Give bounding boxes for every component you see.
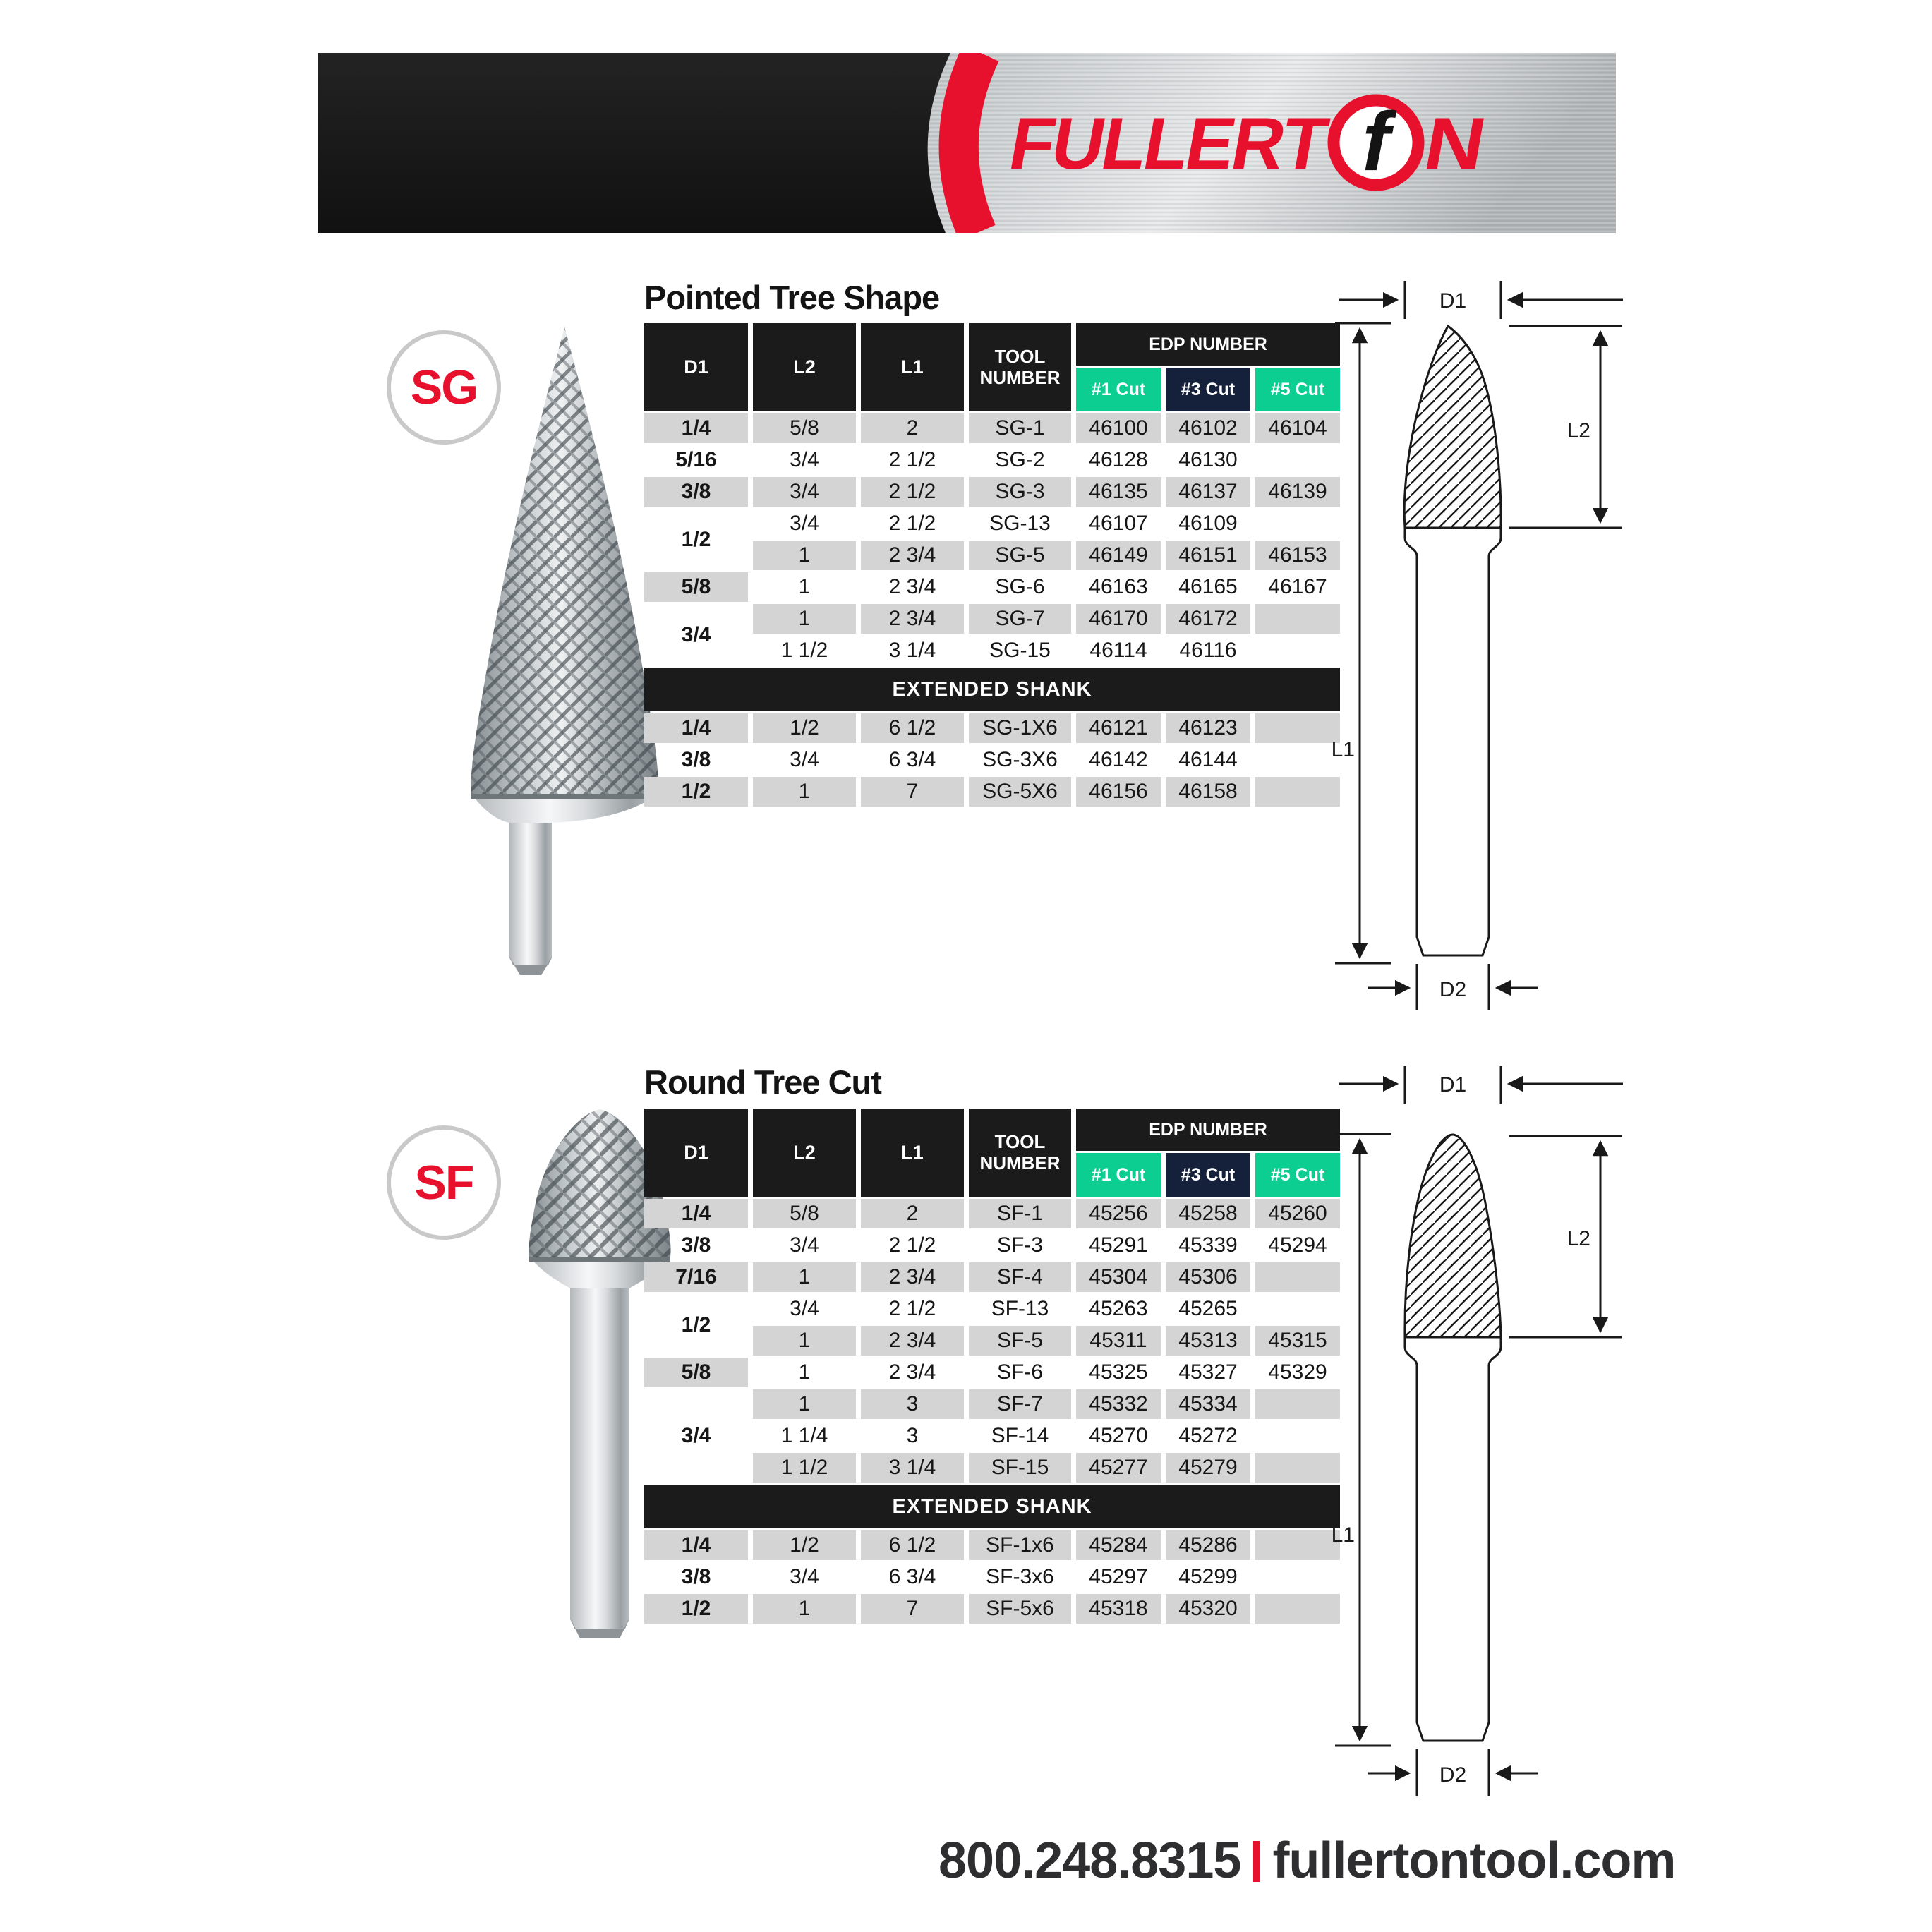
cell-l2: 1 1/2 [753,1453,856,1483]
cell-edp-cut3: 46158 [1166,777,1250,807]
cell-tool-number: SG-3X6 [982,748,1058,771]
cell-d1: 1/2 [681,527,711,551]
cell-tool-number: SF-14 [991,1424,1049,1447]
spec-row [644,636,1340,665]
cell-edp-cut1: 46142 [1089,748,1148,771]
cell-edp-cut1: 46114 [1089,639,1147,662]
sf-section-title: Round Tree Cut [644,1063,881,1101]
cell-l1: 2 1/2 [888,1297,936,1320]
header-banner [318,53,1616,233]
cell-edp-cut5: 46167 [1268,575,1327,598]
footer-separator [1253,1841,1260,1882]
cell-l1: 7 [861,777,964,807]
cell-edp-cut1: 45277 [1076,1453,1161,1483]
cell-edp-cut1: 45284 [1076,1530,1161,1560]
cell-l1: 2 3/4 [888,575,936,598]
cell-d1: 3/4 [681,1424,711,1447]
spec-row [644,1231,1340,1260]
cell-tool-number: SF-1x6 [969,1530,1071,1560]
banner-black-panel [318,53,950,233]
sf-col-header-tool: TOOL NUMBER [969,1109,1071,1197]
sf-col-header-d1: D1 [644,1109,748,1197]
cell-edp-cut1: 45263 [1089,1297,1148,1320]
cell-d1: 1/4 [644,413,748,443]
cell-edp-cut5: 45329 [1268,1360,1327,1384]
cell-d1: 3/4 [681,622,711,646]
cell-tool-number: SG-1 [969,413,1071,443]
sg-col-header-edp: EDP NUMBER [1076,323,1340,366]
sg-col-header-cut5: #5 Cut [1255,368,1340,411]
cell-edp-cut3: 45299 [1178,1565,1238,1588]
cell-l1: 2 3/4 [861,541,964,570]
cell-edp-cut3: 46130 [1178,448,1238,471]
sg-photo-shank [509,811,552,975]
cell-l1: 3 1/4 [888,639,936,662]
cell-edp-cut1: 46100 [1076,413,1161,443]
sg-diagram-head [1404,326,1501,528]
cell-edp-cut3: 46151 [1166,541,1250,570]
sf-spec-table [639,1106,1345,1626]
cell-edp-cut1: 46107 [1089,512,1148,535]
sf-photo-shank [570,1277,629,1638]
cell-l2: 1 [753,1262,856,1292]
spec-row [644,1594,1340,1624]
sg-col-header-d1: D1 [644,323,748,411]
cell-tool-number: SF-6 [996,1360,1043,1384]
cell-edp-cut5: 45260 [1255,1199,1340,1228]
cell-d1: 3/8 [681,1233,711,1257]
sg-diagram-label-l1: L1 [1331,738,1355,761]
cell-tool-number: SG-1X6 [969,713,1071,743]
cell-tool-number: SG-2 [995,448,1045,471]
cell-edp-cut1: 46135 [1076,477,1161,507]
sg-diagram-label-l2: L2 [1566,419,1590,442]
cell-d1: 1/2 [644,1594,748,1624]
cell-edp-cut5: 45294 [1268,1233,1327,1257]
cell-d1: 1/4 [644,1530,748,1560]
spec-row [644,477,1340,507]
cell-l2: 1 [753,604,856,634]
spec-row [644,413,1340,443]
cell-d1: 5/8 [644,572,748,602]
cell-edp-cut5: 46153 [1255,541,1340,570]
cell-edp-cut1: 45332 [1076,1389,1161,1419]
cell-d1: 5/16 [675,448,717,471]
spec-row [644,1358,1340,1387]
cell-edp-cut3: 46116 [1179,639,1237,662]
cell-l1: 6 1/2 [861,1530,964,1560]
spec-row [644,1453,1340,1483]
cell-d1: 5/8 [644,1358,748,1387]
cell-edp-cut3: 46144 [1178,748,1238,771]
cell-edp-cut1: 46170 [1076,604,1161,634]
spec-row [644,572,1340,602]
cell-edp-cut1: 45297 [1089,1565,1148,1588]
spec-row [644,1294,1340,1324]
cell-l2: 5/8 [753,413,856,443]
sg-col-header-l1: L1 [861,323,964,411]
cell-edp-cut3: 46172 [1166,604,1250,634]
cell-l1: 6 3/4 [888,1565,936,1588]
cell-l2: 1 [753,541,856,570]
spec-row [644,445,1340,475]
sf-diagram-label-d1: D1 [1439,1073,1467,1097]
sf-diagram-label-d2: D2 [1439,1763,1467,1787]
cell-l2: 3/4 [790,1233,819,1257]
banner-red-stripe [959,53,981,233]
cell-tool-number: SF-4 [969,1262,1071,1292]
cell-edp-cut1: 46128 [1089,448,1148,471]
cell-tool-number: SF-13 [991,1297,1049,1320]
cell-edp-cut5: 45315 [1255,1326,1340,1356]
footer-contact [938,1832,1676,1890]
cell-edp-cut3: 46137 [1166,477,1250,507]
cell-tool-number: SG-7 [969,604,1071,634]
cell-edp-cut3: 46109 [1178,512,1238,535]
cell-edp-cut3: 45265 [1178,1297,1238,1320]
cell-tool-number: SF-15 [969,1453,1071,1483]
cell-d1: 1/2 [681,1312,711,1336]
cell-tool-number: SG-13 [989,512,1051,535]
logo-text-left: FULLERT [1003,102,1338,185]
cell-l1: 2 1/2 [861,477,964,507]
cell-l2: 3/4 [790,1565,819,1588]
cell-tool-number: SG-15 [989,639,1051,662]
cell-l1: 3 1/4 [861,1453,964,1483]
cell-d1: 3/8 [681,748,711,771]
cell-l2: 1 [753,1389,856,1419]
cell-l2: 3/4 [790,448,819,471]
cell-l1: 2 1/2 [888,512,936,535]
spec-row [644,745,1340,775]
sf-col-header-cut1: #1 Cut [1076,1153,1161,1197]
sf-technical-diagram [1327,1055,1637,1852]
cell-l2: 3/4 [753,477,856,507]
cell-l1: 2 3/4 [888,1360,936,1384]
spec-row [644,1326,1340,1356]
sf-col-header-cut3: #3 Cut [1166,1153,1250,1197]
cell-edp-cut1: 46121 [1076,713,1161,743]
spec-row [644,1562,1340,1592]
sf-diagram-label-l2: L2 [1566,1227,1590,1250]
sf-col-header-l2: L2 [753,1109,856,1197]
logo-o-f-glyph: f [1362,95,1390,188]
cell-edp-cut3: 45334 [1166,1389,1250,1419]
sf-diagram-head [1405,1135,1501,1337]
cell-l2: 1/2 [753,713,856,743]
sf-col-header-edp: EDP NUMBER [1076,1109,1340,1151]
sg-spec-table [639,321,1345,809]
cell-edp-cut3: 46165 [1178,575,1238,598]
cell-l1: 6 3/4 [888,748,936,771]
cell-edp-cut3: 45320 [1166,1594,1250,1624]
cell-edp-cut1: 46149 [1076,541,1161,570]
cell-l1: 2 1/2 [888,448,936,471]
sg-col-header-cut1: #1 Cut [1076,368,1161,411]
sf-badge-label: SF [414,1156,473,1209]
cell-d1: 1/2 [644,777,748,807]
cell-tool-number: SF-5 [969,1326,1071,1356]
cell-d1: 3/8 [644,477,748,507]
cell-l1: 2 1/2 [888,1233,936,1257]
cell-edp-cut3: 46123 [1166,713,1250,743]
footer-website[interactable]: fullertontool.com [1272,1833,1676,1889]
cell-l1: 3 [906,1424,919,1447]
cell-edp-cut5: 46104 [1255,413,1340,443]
sg-diagram-shank [1405,528,1501,955]
sf-col-header-l1: L1 [861,1109,964,1197]
spec-row [644,1199,1340,1228]
cell-edp-cut5: 46139 [1255,477,1340,507]
cell-edp-cut3: 46102 [1166,413,1250,443]
spec-row [644,509,1340,538]
cell-l1: 3 [861,1389,964,1419]
cell-d1: 1/4 [644,713,748,743]
cell-l1: 6 1/2 [861,713,964,743]
cell-l2: 1 [753,1326,856,1356]
cell-l2: 5/8 [753,1199,856,1228]
cell-l1: 7 [861,1594,964,1624]
cell-tool-number: SG-5X6 [969,777,1071,807]
cell-edp-cut3: 45272 [1178,1424,1238,1447]
cell-l2: 1 [753,777,856,807]
logo-text-right: N [1418,102,1486,185]
cell-edp-cut1: 45311 [1076,1326,1161,1356]
cell-tool-number: SG-6 [995,575,1045,598]
cell-edp-cut3: 45313 [1166,1326,1250,1356]
cell-l1: 2 [861,1199,964,1228]
extended-shank-header: EXTENDED SHANK [644,668,1340,711]
sg-badge-label: SG [410,361,478,414]
spec-row [644,541,1340,570]
cell-tool-number: SF-3x6 [986,1565,1054,1588]
sf-diagram-shank [1405,1337,1501,1741]
cell-tool-number: SF-3 [996,1233,1043,1257]
extended-shank-header: EXTENDED SHANK [644,1485,1340,1528]
cell-tool-number: SG-3 [969,477,1071,507]
sg-col-header-tool: TOOL NUMBER [969,323,1071,411]
cell-tool-number: SF-5x6 [969,1594,1071,1624]
cell-l2: 1 [753,1594,856,1624]
spec-row [644,1421,1340,1451]
cell-l2: 1 [798,575,811,598]
cell-edp-cut1: 46163 [1089,575,1148,598]
cell-l2: 1 1/2 [780,639,828,662]
cell-tool-number: SG-5 [969,541,1071,570]
spec-row [644,1262,1340,1292]
sg-section-title: Pointed Tree Shape [644,279,940,316]
cell-edp-cut1: 45256 [1076,1199,1161,1228]
cell-l2: 3/4 [790,512,819,535]
sf-diagram-label-l1: L1 [1331,1523,1355,1547]
cell-edp-cut3: 45286 [1166,1530,1250,1560]
cell-d1: 1/4 [644,1199,748,1228]
cell-l1: 2 3/4 [861,1326,964,1356]
cell-edp-cut1: 45291 [1089,1233,1148,1257]
sg-col-header-l2: L2 [753,323,856,411]
cell-edp-cut3: 45279 [1166,1453,1250,1483]
cell-d1: 3/8 [681,1565,711,1588]
cell-edp-cut1: 45304 [1076,1262,1161,1292]
cell-edp-cut1: 46156 [1076,777,1161,807]
footer-phone: 800.248.8315 [938,1833,1241,1889]
cell-l2: 1 [798,1360,811,1384]
cell-edp-cut3: 45306 [1166,1262,1250,1292]
cell-edp-cut1: 45318 [1076,1594,1161,1624]
cell-l2: 3/4 [790,1297,819,1320]
spec-row [644,1389,1340,1419]
cell-edp-cut1: 45325 [1089,1360,1148,1384]
spec-row [644,713,1340,743]
sg-diagram-label-d2: D2 [1439,978,1467,1001]
cell-l2: 1/2 [753,1530,856,1560]
sg-diagram-label-d1: D1 [1439,289,1467,313]
cell-edp-cut3: 45258 [1166,1199,1250,1228]
sg-col-header-cut3: #3 Cut [1166,368,1250,411]
sf-col-header-cut5: #5 Cut [1255,1153,1340,1197]
cell-edp-cut3: 45327 [1178,1360,1238,1384]
spec-row [644,604,1340,634]
cell-tool-number: SF-1 [969,1199,1071,1228]
cell-l1: 2 3/4 [861,604,964,634]
spec-row [644,1530,1340,1560]
cell-tool-number: SF-7 [969,1389,1071,1419]
cell-edp-cut1: 45270 [1089,1424,1148,1447]
cell-edp-cut3: 45339 [1178,1233,1238,1257]
spec-row [644,777,1340,807]
sf-badge [387,1125,501,1240]
cell-l2: 3/4 [790,748,819,771]
cell-d1: 7/16 [644,1262,748,1292]
cell-l2: 1 1/4 [780,1424,828,1447]
sg-technical-diagram [1327,268,1637,1065]
cell-l1: 2 [861,413,964,443]
cell-l1: 2 3/4 [861,1262,964,1292]
